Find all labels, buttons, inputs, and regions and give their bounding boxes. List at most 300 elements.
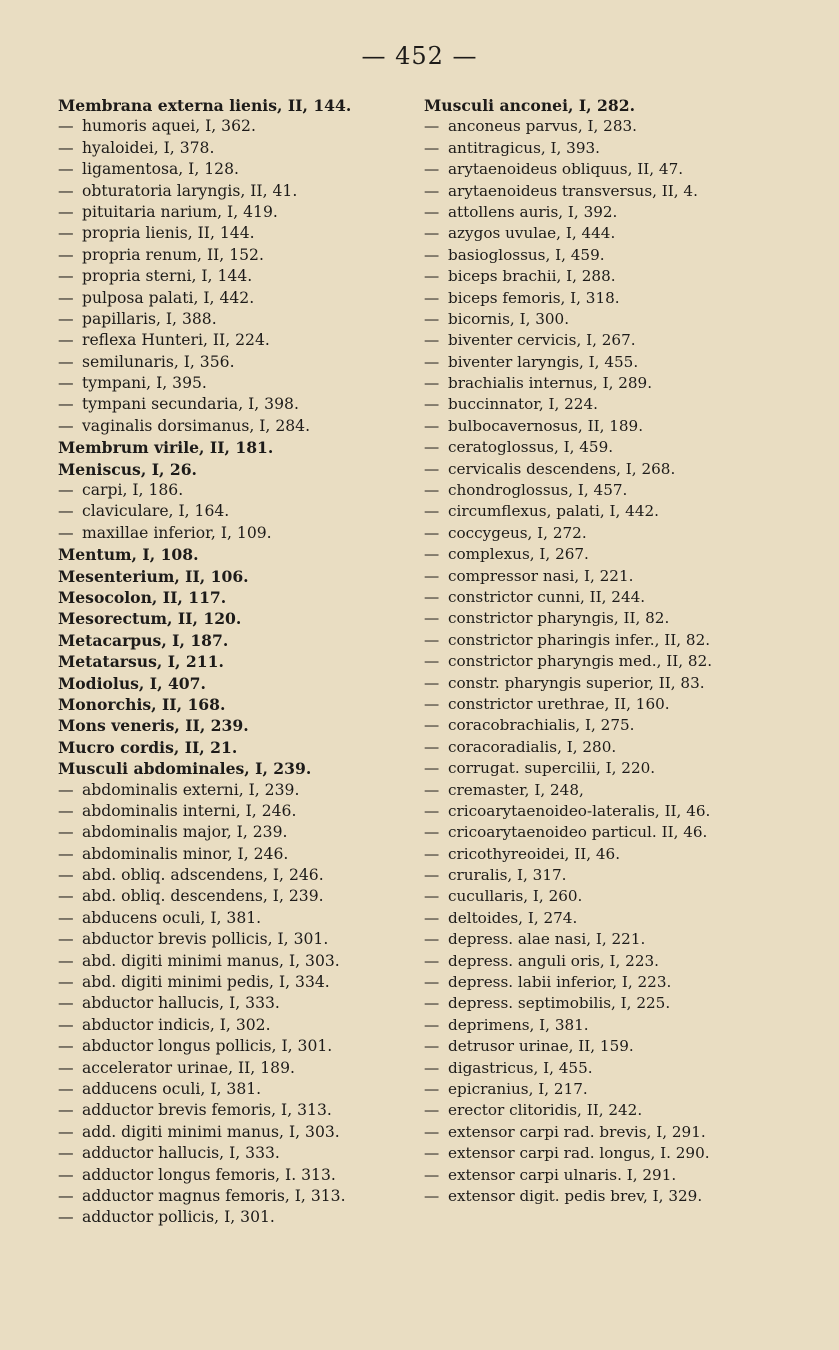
entry-text: claviculare, I, 164.	[82, 502, 230, 521]
index-subentry	[424, 309, 804, 330]
entry-text: detrusor urinae, II, 159.	[448, 1037, 634, 1056]
dash-mark: —	[58, 823, 74, 842]
index-subentry	[424, 1079, 804, 1100]
index-subentry	[424, 1186, 804, 1207]
entry-text: abductor brevis pollicis, I, 301.	[82, 930, 329, 949]
index-subentry	[58, 1015, 418, 1036]
entry-text: adductor magnus femoris, I, 313.	[82, 1186, 346, 1205]
entry-text: biventer laryngis, I, 455.	[448, 352, 639, 371]
entry-text: hyaloidei, I, 378.	[82, 138, 215, 157]
index-subentry	[424, 480, 804, 501]
dash-mark: —	[424, 117, 440, 136]
entry-text: bicornis, I, 300.	[448, 309, 570, 328]
index-subentry	[424, 223, 804, 244]
index-subentry	[424, 886, 804, 907]
dash-mark: —	[424, 801, 440, 820]
index-subentry	[58, 181, 418, 202]
entry-text: depress. septimobilis, I, 225.	[448, 994, 671, 1013]
entry-text: propria renum, II, 152.	[82, 245, 264, 264]
index-subentry	[424, 181, 804, 202]
dash-mark: —	[424, 545, 440, 564]
index-subentry	[424, 1143, 804, 1164]
dash-mark: —	[424, 652, 440, 671]
index-subentry	[424, 245, 804, 266]
dash-mark: —	[424, 1165, 440, 1184]
index-subentry	[58, 501, 418, 522]
dash-mark: —	[424, 887, 440, 906]
entry-text: constrictor urethrae, II, 160.	[448, 694, 670, 713]
index-subentry	[58, 288, 418, 309]
dash-mark: —	[58, 1058, 74, 1077]
index-subentry	[58, 1058, 418, 1079]
entry-text: constrictor pharingis infer., II, 82.	[448, 630, 711, 649]
entry-text: papillaris, I, 388.	[82, 309, 217, 328]
entry-text: compressor nasi, I, 221.	[448, 566, 634, 585]
page-number: — 452 —	[361, 42, 478, 70]
index-subentry	[424, 159, 804, 180]
index-entry	[58, 673, 418, 694]
dash-mark: —	[424, 673, 440, 692]
index-subentry	[424, 608, 804, 629]
entry-text: biceps femoris, I, 318.	[448, 288, 620, 307]
index-subentry	[58, 330, 418, 351]
entry-text: Mesocolon, II, 117.	[58, 587, 227, 607]
index-entry	[58, 737, 418, 758]
entry-text: abducens oculi, I, 381.	[82, 908, 262, 927]
index-subentry	[58, 822, 418, 843]
entry-text: tympani secundaria, I, 398.	[82, 395, 299, 414]
entry-text: extensor carpi ulnaris. I, 291.	[448, 1165, 677, 1184]
index-subentry	[424, 844, 804, 865]
index-subentry	[424, 1165, 804, 1186]
index-subentry	[424, 1058, 804, 1079]
entry-text: extensor digit. pedis brev, I, 329.	[448, 1186, 703, 1205]
dash-mark: —	[58, 1101, 74, 1120]
entry-text: azygos uvulae, I, 444.	[448, 224, 616, 243]
index-subentry	[58, 159, 418, 180]
entry-text: cremaster, I, 248,	[448, 780, 584, 799]
index-subentry	[424, 394, 804, 415]
entry-text: propria sterni, I, 144.	[82, 267, 253, 286]
index-subentry	[424, 416, 804, 437]
index-subentry	[424, 1122, 804, 1143]
entry-text: basioglossus, I, 459.	[448, 245, 605, 264]
index-subentry	[58, 865, 418, 886]
index-subentry	[58, 1143, 418, 1164]
index-subentry	[424, 523, 804, 544]
entry-text: ligamentosa, I, 128.	[82, 160, 239, 179]
right-entry-list	[424, 95, 804, 1207]
entry-text: adductor pollicis, I, 301.	[82, 1208, 275, 1227]
index-subentry	[58, 394, 418, 415]
dash-mark: —	[424, 502, 440, 521]
dash-mark: —	[58, 1208, 74, 1227]
dash-mark: —	[424, 630, 440, 649]
dash-mark: —	[58, 481, 74, 500]
entry-text: digastricus, I, 455.	[448, 1058, 593, 1077]
entry-text: epicranius, I, 217.	[448, 1079, 588, 1098]
index-subentry	[424, 1015, 804, 1036]
index-entry	[58, 715, 418, 736]
dash-mark: —	[424, 587, 440, 606]
dash-mark: —	[58, 951, 74, 970]
dash-mark: —	[58, 416, 74, 435]
entry-text: Membrana externa lienis, II, 144.	[58, 96, 352, 115]
entry-text: buccinnator, I, 224.	[448, 395, 598, 414]
dash-mark: —	[424, 1037, 440, 1056]
dash-mark: —	[58, 374, 74, 393]
entry-text: carpi, I, 186.	[82, 481, 184, 500]
dash-mark: —	[424, 1144, 440, 1163]
entry-text: vaginalis dorsimanus, I, 284.	[82, 416, 311, 435]
entry-text: Musculi anconei, I, 282.	[424, 96, 635, 115]
entry-text: abd. obliq. adscendens, I, 246.	[82, 866, 324, 885]
index-subentry	[424, 908, 804, 929]
index-subentry	[424, 459, 804, 480]
dash-mark: —	[58, 267, 74, 286]
entry-text: cucullaris, I, 260.	[448, 887, 583, 906]
index-entry	[58, 95, 418, 116]
entry-text: add. digiti minimi manus, I, 303.	[82, 1122, 340, 1141]
entry-text: humoris aquei, I, 362.	[82, 117, 256, 136]
index-subentry	[58, 416, 418, 437]
index-subentry	[424, 865, 804, 886]
entry-text: cricoarytaenoideo-lateralis, II, 46.	[448, 801, 711, 820]
entry-text: constrictor pharyngis med., II, 82.	[448, 652, 713, 671]
entry-text: Mons veneris, II, 239.	[58, 716, 249, 736]
entry-text: cricoarytaenoideo particul. II, 46.	[448, 823, 708, 842]
entry-text: semilunaris, I, 356.	[82, 352, 235, 371]
entry-text: pulposa palati, I, 442.	[82, 288, 255, 307]
dash-mark: —	[424, 438, 440, 457]
entry-text: Monorchis, II, 168.	[58, 694, 226, 714]
dash-mark: —	[424, 160, 440, 179]
index-entry	[58, 758, 418, 779]
entry-text: cruralis, I, 317.	[448, 866, 567, 885]
entry-text: maxillae inferior, I, 109.	[82, 523, 272, 542]
index-subentry	[58, 116, 418, 137]
index-subentry	[424, 630, 804, 651]
entry-text: cervicalis descendens, I, 268.	[448, 459, 676, 478]
index-subentry	[58, 972, 418, 993]
dash-mark: —	[424, 138, 440, 157]
dash-mark: —	[58, 1186, 74, 1205]
dash-mark: —	[424, 566, 440, 585]
entry-text: adductor brevis femoris, I, 313.	[82, 1101, 332, 1120]
index-entry	[58, 630, 418, 651]
index-subentry	[58, 1186, 418, 1207]
index-subentry	[424, 138, 804, 159]
entry-text: Meniscus, I, 26.	[58, 459, 197, 479]
entry-text: abductor indicis, I, 302.	[82, 1015, 271, 1034]
dash-mark: —	[424, 930, 440, 949]
index-subentry	[424, 501, 804, 522]
index-subentry	[58, 993, 418, 1014]
entry-text: ceratoglossus, I, 459.	[448, 438, 614, 457]
left-entry-list	[58, 95, 418, 1229]
index-subentry	[58, 908, 418, 929]
index-subentry	[424, 822, 804, 843]
dash-mark: —	[424, 609, 440, 628]
index-entry	[58, 566, 418, 587]
index-subentry	[424, 929, 804, 950]
entry-text: corrugat. supercilii, I, 220.	[448, 759, 656, 778]
dash-mark: —	[424, 245, 440, 264]
entry-text: abd. obliq. descendens, I, 239.	[82, 887, 324, 906]
dash-mark: —	[424, 866, 440, 885]
dash-mark: —	[58, 245, 74, 264]
dash-mark: —	[58, 117, 74, 136]
index-subentry	[424, 1036, 804, 1057]
index-subentry	[58, 352, 418, 373]
entry-text: bulbocavernosus, II, 189.	[448, 416, 644, 435]
index-subentry	[424, 758, 804, 779]
entry-text: anconeus parvus, I, 283.	[448, 117, 637, 136]
index-subentry	[424, 993, 804, 1014]
entry-text: Mucro cordis, II, 21.	[58, 737, 238, 757]
entry-text: erector clitoridis, II, 242.	[448, 1101, 643, 1120]
dash-mark: —	[58, 1015, 74, 1034]
dash-mark: —	[58, 309, 74, 328]
dash-mark: —	[424, 1122, 440, 1141]
entry-text: complexus, I, 267.	[448, 545, 589, 564]
entry-text: extensor carpi rad. brevis, I, 291.	[448, 1122, 706, 1141]
entry-text: chondroglossus, I, 457.	[448, 481, 628, 500]
entry-text: abdominalis externi, I, 239.	[82, 780, 300, 799]
index-subentry	[58, 780, 418, 801]
entry-text: tympani, I, 395.	[82, 374, 207, 393]
dash-mark: —	[58, 844, 74, 863]
entry-text: biventer cervicis, I, 267.	[448, 331, 636, 350]
entry-text: abductor longus pollicis, I, 301.	[82, 1037, 333, 1056]
entry-text: coracoradialis, I, 280.	[448, 737, 617, 756]
dash-mark: —	[58, 801, 74, 820]
index-subentry	[58, 223, 418, 244]
entry-text: abductor hallucis, I, 333.	[82, 994, 280, 1013]
entry-text: abdominalis interni, I, 246.	[82, 801, 297, 820]
index-subentry	[58, 523, 418, 544]
dash-mark: —	[424, 352, 440, 371]
entry-text: accelerator urinae, II, 189.	[82, 1058, 295, 1077]
dash-mark: —	[424, 1186, 440, 1205]
index-subentry	[424, 116, 804, 137]
index-subentry	[424, 951, 804, 972]
entry-text: depress. alae nasi, I, 221.	[448, 930, 646, 949]
entry-text: Musculi abdominales, I, 239.	[58, 759, 312, 779]
index-subentry	[58, 844, 418, 865]
dash-mark: —	[424, 951, 440, 970]
index-subentry	[58, 1036, 418, 1057]
index-entry	[58, 587, 418, 608]
index-entry	[424, 95, 804, 116]
entry-text: reflexa Hunteri, II, 224.	[82, 331, 270, 350]
entry-text: constrictor cunni, II, 244.	[448, 587, 646, 606]
index-subentry	[424, 587, 804, 608]
index-subentry	[424, 715, 804, 736]
dash-mark: —	[58, 1079, 74, 1098]
dash-mark: —	[58, 866, 74, 885]
entry-text: abdominalis major, I, 239.	[82, 823, 288, 842]
entry-text: biceps brachii, I, 288.	[448, 267, 616, 286]
dash-mark: —	[424, 1058, 440, 1077]
entry-text: pituitaria narium, I, 419.	[82, 202, 278, 221]
index-entry	[58, 459, 418, 480]
index-subentry	[58, 266, 418, 287]
index-subentry	[424, 1100, 804, 1121]
index-subentry	[58, 929, 418, 950]
index-entry	[58, 437, 418, 458]
index-subentry	[58, 951, 418, 972]
index-subentry	[58, 138, 418, 159]
dash-mark: —	[58, 352, 74, 371]
dash-mark: —	[424, 844, 440, 863]
dash-mark: —	[58, 887, 74, 906]
entry-text: Mentum, I, 108.	[58, 545, 199, 565]
dash-mark: —	[424, 395, 440, 414]
dash-mark: —	[424, 202, 440, 221]
entry-text: abdominalis minor, I, 246.	[82, 844, 289, 863]
dash-mark: —	[424, 737, 440, 756]
dash-mark: —	[424, 224, 440, 243]
index-subentry	[424, 737, 804, 758]
entry-text: Modiolus, I, 407.	[58, 673, 206, 693]
dash-mark: —	[58, 973, 74, 992]
entry-text: depress. anguli oris, I, 223.	[448, 951, 659, 970]
entry-text: Mesenterium, II, 106.	[58, 566, 249, 586]
index-subentry	[424, 373, 804, 394]
index-subentry	[424, 330, 804, 351]
dash-mark: —	[58, 1037, 74, 1056]
dash-mark: —	[58, 780, 74, 799]
entry-text: coracobrachialis, I, 275.	[448, 716, 635, 735]
entry-text: abd. digiti minimi pedis, I, 334.	[82, 973, 330, 992]
entry-text: depress. labii inferior, I, 223.	[448, 973, 672, 992]
index-subentry	[424, 801, 804, 822]
dash-mark: —	[58, 930, 74, 949]
dash-mark: —	[424, 694, 440, 713]
index-subentry	[58, 1165, 418, 1186]
dash-mark: —	[424, 309, 440, 328]
entry-text: coccygeus, I, 272.	[448, 523, 587, 542]
entry-text: adducens oculi, I, 381.	[82, 1079, 262, 1098]
index-subentry	[424, 651, 804, 672]
dash-mark: —	[424, 181, 440, 200]
dash-mark: —	[58, 523, 74, 542]
dash-mark: —	[58, 138, 74, 157]
dash-mark: —	[58, 502, 74, 521]
index-entry	[58, 544, 418, 565]
entry-text: Membrum virile, II, 181.	[58, 438, 274, 458]
dash-mark: —	[424, 1015, 440, 1034]
index-subentry	[424, 780, 804, 801]
index-subentry	[424, 288, 804, 309]
entry-text: extensor carpi rad. longus, I. 290.	[448, 1144, 710, 1163]
dash-mark: —	[424, 331, 440, 350]
index-subentry	[424, 202, 804, 223]
dash-mark: —	[58, 1122, 74, 1141]
dash-mark: —	[58, 1144, 74, 1163]
dash-mark: —	[424, 1079, 440, 1098]
entry-text: antitragicus, I, 393.	[448, 138, 601, 157]
index-entry	[58, 608, 418, 629]
index-subentry	[424, 437, 804, 458]
index-subentry	[424, 566, 804, 587]
entry-text: adductor longus femoris, I. 313.	[82, 1165, 336, 1184]
index-subentry	[424, 694, 804, 715]
entry-text: abd. digiti minimi manus, I, 303.	[82, 951, 340, 970]
entry-text: deprimens, I, 381.	[448, 1015, 589, 1034]
entry-text: brachialis internus, I, 289.	[448, 374, 653, 393]
entry-text: Metatarsus, I, 211.	[58, 652, 224, 672]
entry-text: constrictor pharyngis, II, 82.	[448, 609, 670, 628]
entry-text: cricothyreoidei, II, 46.	[448, 844, 621, 863]
dash-mark: —	[58, 160, 74, 179]
index-subentry	[58, 1100, 418, 1121]
dash-mark: —	[424, 523, 440, 542]
dash-mark: —	[58, 1165, 74, 1184]
dash-mark: —	[424, 994, 440, 1013]
index-subentry	[424, 972, 804, 993]
dash-mark: —	[58, 202, 74, 221]
entry-text: attollens auris, I, 392.	[448, 202, 618, 221]
index-subentry	[58, 1122, 418, 1143]
dash-mark: —	[424, 823, 440, 842]
entry-text: propria lienis, II, 144.	[82, 224, 255, 243]
index-subentry	[424, 544, 804, 565]
entry-text: deltoides, I, 274.	[448, 908, 578, 927]
dash-mark: —	[424, 374, 440, 393]
entry-text: Metacarpus, I, 187.	[58, 630, 229, 650]
index-subentry	[424, 352, 804, 373]
entry-text: adductor hallucis, I, 333.	[82, 1144, 280, 1163]
index-subentry	[58, 309, 418, 330]
dash-mark: —	[424, 973, 440, 992]
dash-mark: —	[424, 416, 440, 435]
dash-mark: —	[58, 395, 74, 414]
index-subentry	[58, 373, 418, 394]
dash-mark: —	[424, 716, 440, 735]
index-subentry	[58, 1207, 418, 1228]
dash-mark: —	[58, 181, 74, 200]
dash-mark: —	[58, 331, 74, 350]
index-subentry	[58, 886, 418, 907]
dash-mark: —	[424, 780, 440, 799]
index-subentry	[58, 801, 418, 822]
dash-mark: —	[58, 288, 74, 307]
entry-text: arytaenoideus transversus, II, 4.	[448, 181, 698, 200]
dash-mark: —	[58, 224, 74, 243]
dash-mark: —	[58, 994, 74, 1013]
dash-mark: —	[424, 908, 440, 927]
index-subentry	[58, 1079, 418, 1100]
left-column	[58, 95, 418, 1229]
index-entry	[58, 651, 418, 672]
dash-mark: —	[424, 1101, 440, 1120]
dash-mark: —	[424, 481, 440, 500]
index-subentry	[424, 266, 804, 287]
entry-text: Mesorectum, II, 120.	[58, 609, 242, 629]
right-column	[424, 95, 804, 1207]
index-subentry	[58, 480, 418, 501]
dash-mark: —	[424, 459, 440, 478]
index-entry	[58, 694, 418, 715]
index-subentry	[58, 245, 418, 266]
entry-text: constr. pharyngis superior, II, 83.	[448, 673, 705, 692]
dash-mark: —	[424, 267, 440, 286]
entry-text: circumflexus, palati, I, 442.	[448, 502, 660, 521]
dash-mark: —	[424, 759, 440, 778]
index-subentry	[58, 202, 418, 223]
